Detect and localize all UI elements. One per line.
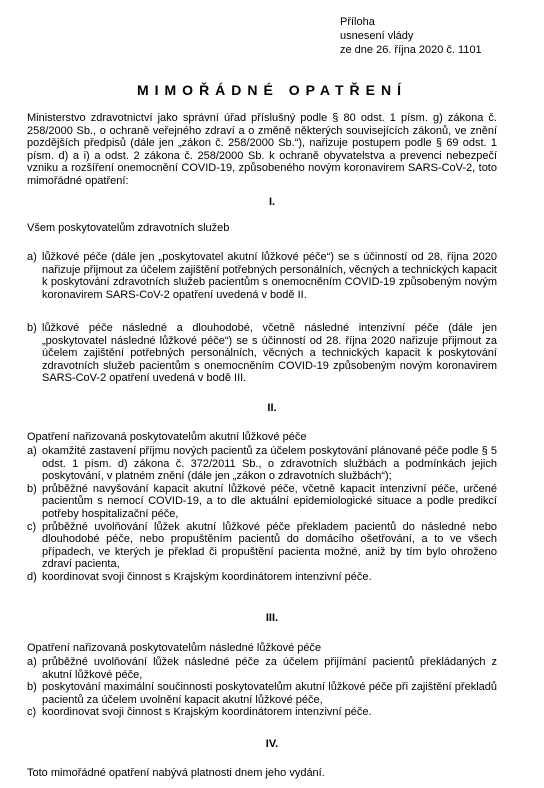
section-3-list [27,656,497,719]
item-text: poskytování maximální součinnosti poskytovatelům akutní lůžkové péče při zajištění překladů pacientů za účelem uvolnění kapacit akutní lůžkové péče, [42,681,497,706]
section-2-lead: Opatření nařizovaná poskytovatelům akutní lůžkové péče [27,431,307,443]
section-1-lead: Všem poskytovatelům zdravotních služeb [27,222,230,234]
list-item [27,571,497,584]
section-4-heading: IV. [265,738,279,750]
section-1-item-a [27,251,497,301]
item-text: lůžkové péče (dále jen „poskytovatel akutní lůžkové péče“) se s účinností od 28. října 2020 nařizuje přijmout za účelem zajištění potřebných personálních, věcných a technických kapacit k poskytování zdravotních služeb pacientům s onemocněním COVID-19 způsobeným novým koronavirem SARS-CoV-2 opatření uvedená v bodě II. [42,251,497,301]
section-2-heading: II. [267,402,277,414]
item-marker: b) [27,322,37,334]
item-marker: a) [27,656,37,668]
section-1-heading: I. [268,196,276,208]
document-title: MIMOŘÁDNÉ OPATŘENÍ [136,82,408,98]
item-marker: a) [27,251,37,263]
item-marker: c) [27,706,37,719]
list-item [27,483,497,521]
list-item [27,656,497,681]
item-text: průběžné uvolňování lůžek následné péče za účelem přijímání pacientů překládaných z akutní lůžkové péče, [42,656,497,681]
section-3-lead: Opatření nařizovaná poskytovatelům následné lůžkové péče [27,642,322,654]
intro-paragraph: Ministerstvo zdravotnictví jako správní úřad příslušný podle § 80 odst. 1 písm. g) zákona č. 258/2000 Sb., o ochraně veřejného zdraví a o změně některých souvisejících zákonů, ve znění pozdějších předpisů (dále jen „zákon č. 258/2000 Sb.“), nařizuje postupem podle § 69 odst. 1 písm. d) a i) a odst. 2 zákona č. 258/2000 Sb. k ochraně obyvatelstva a prevenci nebezpečí vzniku a rozšíření onemocnění COVID-19, způsobeného novým koronavirem SARS-CoV-2, toto mimořádné opatření: [27,112,497,187]
item-marker: b) [27,681,37,694]
annex-note-line2: usnesení vlády [340,30,414,42]
list-item [27,681,497,706]
item-marker: d) [27,570,37,583]
section-2-list [27,445,497,584]
item-text: koordinovat svoji činnost s Krajským koordinátorem intenzivní péče. [42,706,372,719]
item-text: průběžné uvolňování lůžek akutní lůžkové péče překladem pacientů do následné nebo dlouhodobé péče, nebo propuštěním pacientů do domácího ošetřování, a to ve všech případech, ve kterých je překlad či propuštění pacienta možné, aniž by tím bylo ohroženo zdraví pacienta, [42,520,497,571]
list-item [27,706,497,719]
item-text: průběžné navyšování kapacit akutní lůžkové péče, včetně kapacit intenzivní péče, určené pacientům s nemocí COVID-19, a to dle aktuální epidemiologické situace a podle predikcí potřeby hospitalizační péče, [42,482,497,520]
item-text: okamžité zastavení příjmu nových pacientů za účelem poskytování plánované péče podle § 5 odst. 1 písm. d) zákona č. 372/2011 Sb., o zdravotních službách a podmínkách jejich poskytování, v platném znění (dále jen „zákon o zdravotních službách“); [42,445,497,483]
list-item [27,445,497,483]
annex-note-line3: ze dne 26. října 2020 č. 1101 [340,44,482,56]
item-marker: b) [27,482,37,495]
section-1-item-b [27,322,497,385]
list-item [27,521,497,571]
annex-note [340,15,482,57]
annex-note-line1: Příloha [340,16,375,28]
item-marker: c) [27,520,37,533]
item-text: koordinovat svoji činnost s Krajským koordinátorem intenzivní péče. [42,570,372,583]
item-marker: a) [27,445,37,457]
section-4-lead: Toto mimořádné opatření nabývá platnosti dnem jeho vydání. [27,767,325,779]
item-text: lůžkové péče následné a dlouhodobé, včetně následné intenzivní péče (dále jen „poskytovatel následné lůžkové péče“) se s účinností od 28. října 2020 nařizuje přijmout za účelem zajištění potřebných personálních, věcných a technických kapacit k poskytování zdravotních služeb pacientům s onemocněním COVID-19 způsobeným novým koronavirem SARS-CoV-2 opatření uvedená v bodě III. [42,322,497,385]
list-item [27,322,497,385]
section-3-heading: III. [265,612,279,624]
list-item [27,251,497,301]
